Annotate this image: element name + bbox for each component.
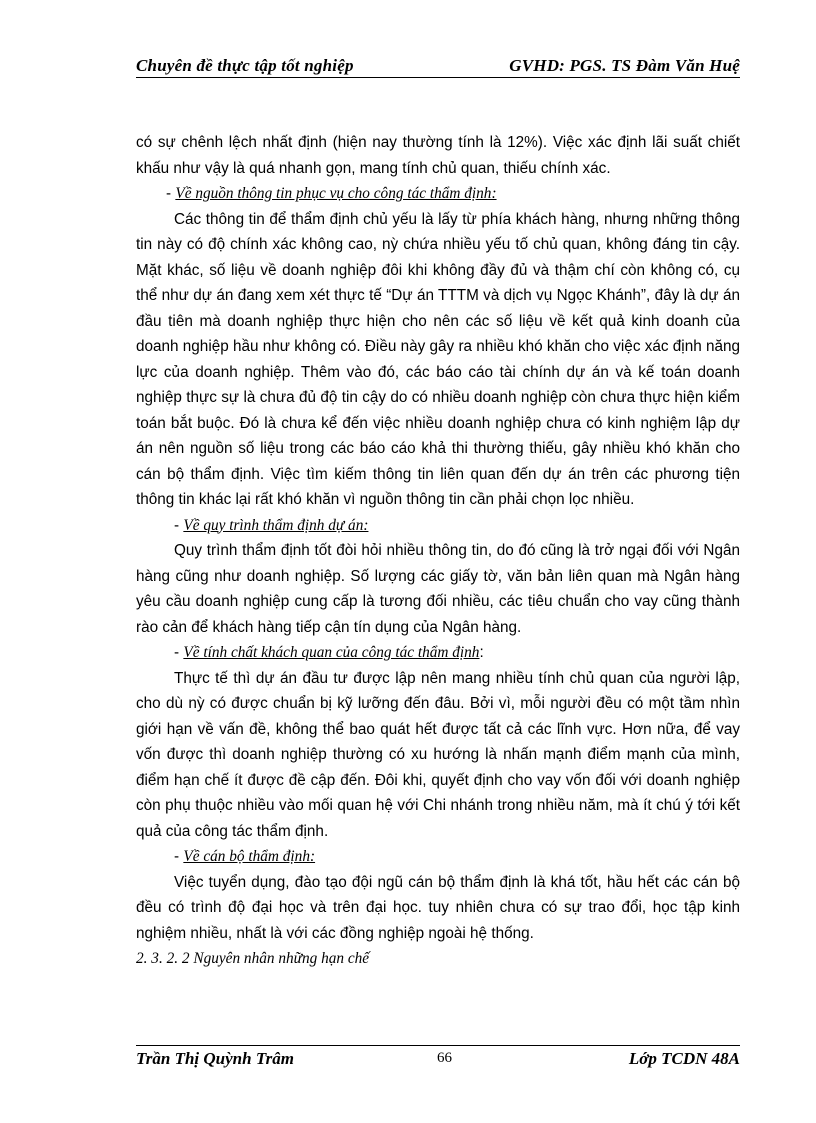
heading-colon: : (479, 644, 484, 661)
heading-appraisal-staff (136, 844, 740, 870)
bullet-dash: - (166, 185, 176, 202)
heading-text: Về quy trình thẩm định dự án: (183, 516, 369, 534)
header-supervisor: GVHD: PGS. TS Đàm Văn Huệ (509, 56, 740, 75)
paragraph-discount-rate: có sự chênh lệch nhất định (hiện nay thường tính là 12%). Việc xác định lãi suất chiết khấu như vậy là quá nhanh gọn, mang tính chủ quan, thiếu chính xác. (136, 134, 740, 177)
header-divider (136, 77, 740, 78)
heading-objectivity (136, 640, 740, 666)
heading-text: Về cán bộ thẩm định: (183, 848, 316, 865)
footer-class: Lớp TCDN 48A (628, 1049, 740, 1068)
paragraph-objectivity: Thực tế thì dự án đầu tư được lập nên mang nhiều tính chủ quan của người lập, cho dù nỳ có được chuẩn bị kỹ lưỡng đến đâu. Bởi vì, mỗi người đều có một tầm nhìn giới hạn về vấn đề, không thể bao quát hết được tất cả các lĩnh vực. Hơn nữa, để vay vốn được thì doanh nghiệp thường có xu hướng là nhấn mạnh điểm mạnh của mình, điểm hạn chế ít được đề cập đến. Đôi khi, quyết định cho vay vốn đối với doanh nghiệp còn phụ thuộc nhiều vào mối quan hệ với Chi nhánh trong nhiều năm, mà ít chú ý tới kết quả của công tác thẩm định. (136, 669, 740, 840)
page-header (136, 52, 740, 78)
bullet-dash: - (174, 516, 184, 534)
heading-text: Về nguồn thông tin phục vụ cho công tác thẩm định: (175, 185, 497, 202)
paragraph-information-sources: Các thông tin để thẩm định chủ yếu là lấy từ phía khách hàng, nhưng những thông tin này có độ chính xác không cao, nỳ chứa nhiều yếu tố chủ quan, không đáng tin cậy. Mặt khác, số liệu về doanh nghiệp đôi khi không đầy đủ và thậm chí còn không có, cụ thể như dự án đang xem xét thực tế “Dự án TTTM và dịch vụ Ngọc Khánh”, đây là dự án đầu tiên mà doanh nghiệp thực hiện cho nên các số liệu về kết quả kinh doanh của doanh nghiệp hầu như không có. Điều này gây ra nhiều khó khăn cho việc xác định năng lực của doanh nghiệp. Thêm vào đó, các báo cáo tài chính dự án và kế toán doanh nghiệp thực sự là chưa đủ độ tin cậy do có nhiều doanh nghiệp còn chưa thực hiện kiểm toán bắt buộc. Đó là chưa kể đến việc nhiều doanh nghiệp chưa có kinh nghiệm lập dự án nên nguồn số liệu trong các báo cáo khả thi thường thiếu, gây nhiều khó khăn cho cán bộ thẩm định. Việc tìm kiếm thông tin liên quan đến dự án trên các phương tiện thông tin khác lại rất khó khăn vì nguồn thông tin cần phải chọn lọc nhiều. (136, 210, 740, 508)
section-heading: 2. 3. 2. 2 Nguyên nhân những hạn chế (136, 950, 370, 967)
footer-author: Trần Thị Quỳnh Trâm (136, 1049, 294, 1068)
footer-divider (136, 1045, 740, 1046)
heading-appraisal-process (136, 513, 740, 539)
page-number: 66 (437, 1050, 452, 1066)
bullet-dash: - (174, 644, 184, 661)
header-title: Chuyên đề thực tập tốt nghiệp (136, 56, 354, 75)
paragraph-appraisal-process: Quy trình thẩm định tốt đòi hỏi nhiều thông tin, do đó cũng là trở ngại đối với Ngân hàng cũng như doanh nghiệp. Số lượng các giấy tờ, văn bản liên quan mà Ngân hàng yêu cầu doanh nghiệp cung cấp là tương đối nhiều, các tiêu chuẩn cho vay cũng thành rào cản để khách hàng tiếp cận tín dụng của Ngân hàng. (136, 542, 740, 636)
heading-text: Về tính chất khách quan của công tác thẩm định (183, 644, 480, 661)
heading-information-sources (136, 181, 740, 207)
paragraph-appraisal-staff: Việc tuyển dụng, đào tạo đội ngũ cán bộ thẩm định là khá tốt, hầu hết các cán bộ đều có trình độ đại học và trên đại học. tuy nhiên chưa có sự trao đổi, học tập kinh nghiệm nhiều, nhất là với các đồng nghiệp ngoài hệ thống. (136, 873, 740, 942)
bullet-dash: - (174, 848, 184, 865)
document-body (136, 130, 740, 972)
